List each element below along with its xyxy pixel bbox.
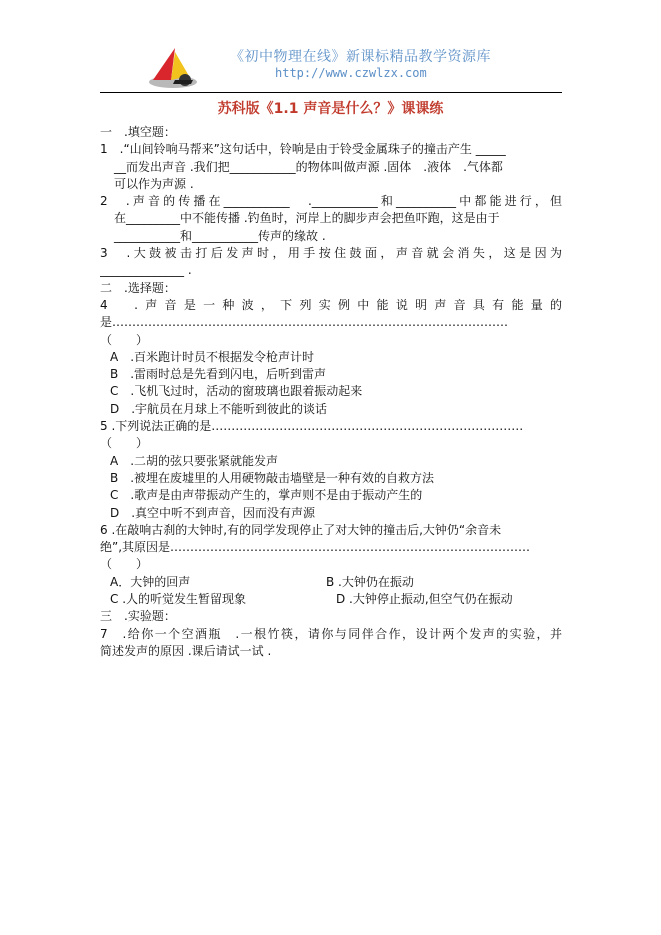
question-6-line-2: 绝”,其原因是………………………………………………………………………………: [100, 540, 531, 555]
question-6-option-a: A．大钟的回声: [110, 574, 191, 589]
question-4-option-b: B .雷雨时总是先看到闪电，后听到雷声: [110, 367, 327, 382]
question-1-line-1: 1 .“山间铃响马帮来”这句话中，铃响是由于铃受金属珠子的撞击产生 _____: [100, 142, 506, 157]
question-3-line-2: ______________ .: [100, 263, 192, 278]
site-url-link[interactable]: http://www.czwlzx.com: [275, 66, 427, 80]
question-6-options-row-2: [100, 591, 562, 608]
question-2-line-1: 2 .声音的传播在___________ .___________和__________中都能进行，但: [100, 194, 562, 209]
question-5-line-1: 5 .下列说法正确的是……………………………………………………………………: [100, 419, 524, 434]
question-4-line-1: 4 .声音是一种波，下列实例中能说明声音具有能量的: [100, 297, 562, 312]
question-6-option-b: B .大钟仍在振动: [326, 574, 414, 589]
site-logo-icon: [145, 44, 201, 90]
question-2-line-3: ___________和___________传声的缘故 .: [114, 228, 326, 243]
question-4-answer-blank: （ ）: [100, 332, 149, 347]
question-3-line-1: 3 .大鼓被击打后发声时，用手按住鼓面，声音就会消失，这是因为: [100, 246, 562, 261]
question-1-line-3: 可以作为声源 .: [114, 176, 194, 191]
section-heading-experiment: 三 .实验题：: [100, 609, 176, 624]
question-5-answer-blank: （ ）: [100, 436, 149, 451]
section-heading-fill: 一 .填空题：: [100, 125, 176, 139]
question-1-line-2: __而发出声音 .我们把___________的物体叫做声源 .固体 .液体 .气体都: [114, 159, 503, 174]
question-6-option-d: D .大钟停止振动,但空气仍在振动: [336, 592, 513, 607]
question-6-answer-blank: （ ）: [100, 557, 149, 572]
question-4-option-d: D .宇航员在月球上不能听到彼此的谈话: [110, 401, 328, 416]
question-7-line-2: 简述发声的原因 .课后请试一试 .: [100, 643, 272, 658]
question-6-option-c: C .人的听觉发生暂留现象: [110, 592, 247, 607]
header-divider: [100, 92, 562, 93]
question-5-option-d: D .真空中听不到声音，因而没有声源: [110, 505, 316, 520]
question-5-option-c: C .歌声是由声带振动产生的，掌声则不是由于振动产生的: [110, 488, 423, 503]
question-2-line-2: 在_________中不能传播 .钓鱼时，河岸上的脚步声会把鱼吓跑，这是由于: [114, 211, 500, 226]
page-title: 苏科版《1.1 声音是什么？》课课练: [217, 101, 444, 117]
question-4-line-2: 是………………………………………………………………………………………: [100, 315, 509, 330]
site-name: 《初中物理在线》新课标精品教学资源库: [230, 49, 491, 65]
question-5-option-a: A .二胡的弦只要张紧就能发声: [110, 453, 279, 468]
question-6-line-1: 6 .在敲响古刹的大钟时,有的同学发现停止了对大钟的撞击后,大钟仍“余音未: [100, 522, 502, 537]
question-4-option-a: A .百米跑计时员不根据发令枪声计时: [110, 349, 315, 364]
question-4-option-c: C .飞机飞过时，活动的窗玻璃也跟着振动起来: [110, 384, 363, 399]
question-5-option-b: B .被埋在废墟里的人用硬物敲击墙壁是一种有效的自救方法: [110, 470, 435, 485]
question-6-options-row-1: [100, 574, 562, 591]
section-heading-choice: 二 .选择题：: [100, 280, 176, 295]
question-7-line-1: 7 .给你一个空酒瓶 .一根竹筷，请你与同伴合作，设计两个发声的实验，并: [100, 626, 562, 641]
page-header: [100, 34, 562, 92]
worksheet-content: [100, 124, 562, 660]
